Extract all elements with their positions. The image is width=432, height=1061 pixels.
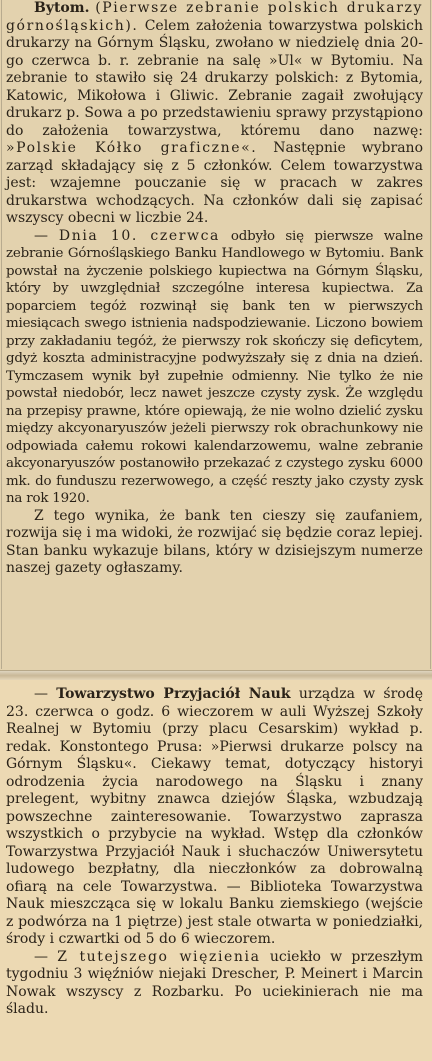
- bytom-title: Bytom.: [34, 0, 90, 16]
- bytom-text-2: Następnie wybrano zarząd składający się z 5 członków. Celem towarzystwa jest: wzajemne pouczanie się w pracach w zakres drukarstwa wchodzących. Na członków dali się zapisać wszyscy obecni w liczbie 24.: [6, 140, 423, 226]
- prison-text: uciekło w przeszłym tygodniu 3 więźniów niejaki Drescher, P. Meinert i Marcin Nowak wszyscy z Rozbarku. Po uciekinierach nie ma śladu.: [6, 948, 424, 1017]
- column-border-right: [430, 0, 431, 669]
- tpn-lead: —: [34, 686, 57, 702]
- bank-conclusion: [6, 508, 423, 578]
- bank-text-2: Z tego wynika, że bank ten cieszy się zaufaniem, rozwija się i ma widoki, że rozwijać się będzie coraz lepiej. Stan banku wykazuje bilans, który w dzisiejszym numerze naszej gazety ogłaszamy.: [6, 507, 423, 576]
- prison-article: [6, 949, 423, 1019]
- bytom-subtitle: (Pierwsze zebranie polskich drukarzy górnośląskich).: [6, 0, 423, 34]
- bytom-text-1: Celem założenia towarzystwa polskich drukarzy na Górnym Śląsku, zwołano w niedzielę dnia 20-go czerwca b. r. zebranie na salę »Ul« w Bytomiu. Na zebranie to stawiło się 24 drukarzy polskich: z Bytomia, Katowic, Mikołowa i Gliwic. Zebranie zagaił zwołujący drukarz p. Sowa a po przedstawieniu sprawy przystąpiono do założenia towarzystwa, któremu dano nazwę:: [6, 17, 424, 139]
- prison-lead: —: [34, 948, 58, 965]
- column-border-left: [1, 0, 2, 669]
- prison-heading: Z tutejszego więzienia: [57, 948, 261, 965]
- bank-text: odbyło się pierwsze walne zebranie Górnośląskiego Banku Handlowego w Bytomiu. Bank powstał na życzenie polskiego kupiectwa na Górnym Śląsku, który by uwzględniał szczególne interesa kupiectwa. Za poparciem tegóż rozwinął się bank ten w pierwszych miesiącach swego istnienia nadspodziewanie. Liczono bowiem przy zakładaniu tegóż, że pierwszy rok skończy się deficytem, gdyż koszta administracyjne podwyższały się z dnia na dzień. Tymczasem wynik był zupełnie odmienny. Nie tylko że nie powstał niedobór, lecz nawet jeszcze czysty zysk. Że względu na przepisy prawne, które opiewają, że nie wolno dzielić zysku między akcyonaryuszów jeżeli pierwszy rok obrachunkowy nie odpowiada całemu rokowi kalendarzowemu, walne zebranie akcyonaryuszów postanowiło przekazać z czystego zysku 6000 mk. do funduszu rezerwowego, a część reszty jako czysty zysk na rok 1920.: [6, 228, 424, 506]
- bank-lead: —: [34, 227, 59, 244]
- bank-article: [6, 228, 423, 508]
- tpn-name: Towarzystwo Przyjaciół Nauk: [56, 686, 291, 702]
- column-bottom: [0, 680, 432, 1061]
- bytom-article: [6, 0, 423, 228]
- tpn-article: [6, 680, 423, 949]
- tpn-text: urządza w środę 23. czerwca o godz. 6 wieczorem w auli Wyższej Szkoły Realnej w Bytomiu (przy placu Cesarskim) wykład p. redak. Konstontego Prusa: »Pierwsi drukarze polscy na Górnym Śląsku«. Ciekawy temat, dotyczący historyi odrodzenia życia narodowego na Śląsku i znany prelegent, wybitny znawca dziejów Śląska, wzbudzają powszechne zainteresowanie. Towarzystwo zaprasza wszystkich o przybycie na wykład. Wstęp dla członków Towarzystwa Przyjaciół Nauk i słuchaczów Uniwersytetu ludowego bezpłatny, dla nieczłonków za dobrowalną ofiarą na cele Towarzystwa. — Biblioteka Towarzystwa Nauk mieszcząca się w lokalu Banku ziemskiego (wejście z podwórza na 1 piętrze) jest stale otwarta w poniedziałki, środy i czwartki od 5 do 6 wieczorem.: [6, 686, 423, 947]
- bank-date: Dnia 10. czerwca: [58, 227, 220, 244]
- bytom-club-name: »Polskie Kółko graficzne«.: [6, 140, 258, 156]
